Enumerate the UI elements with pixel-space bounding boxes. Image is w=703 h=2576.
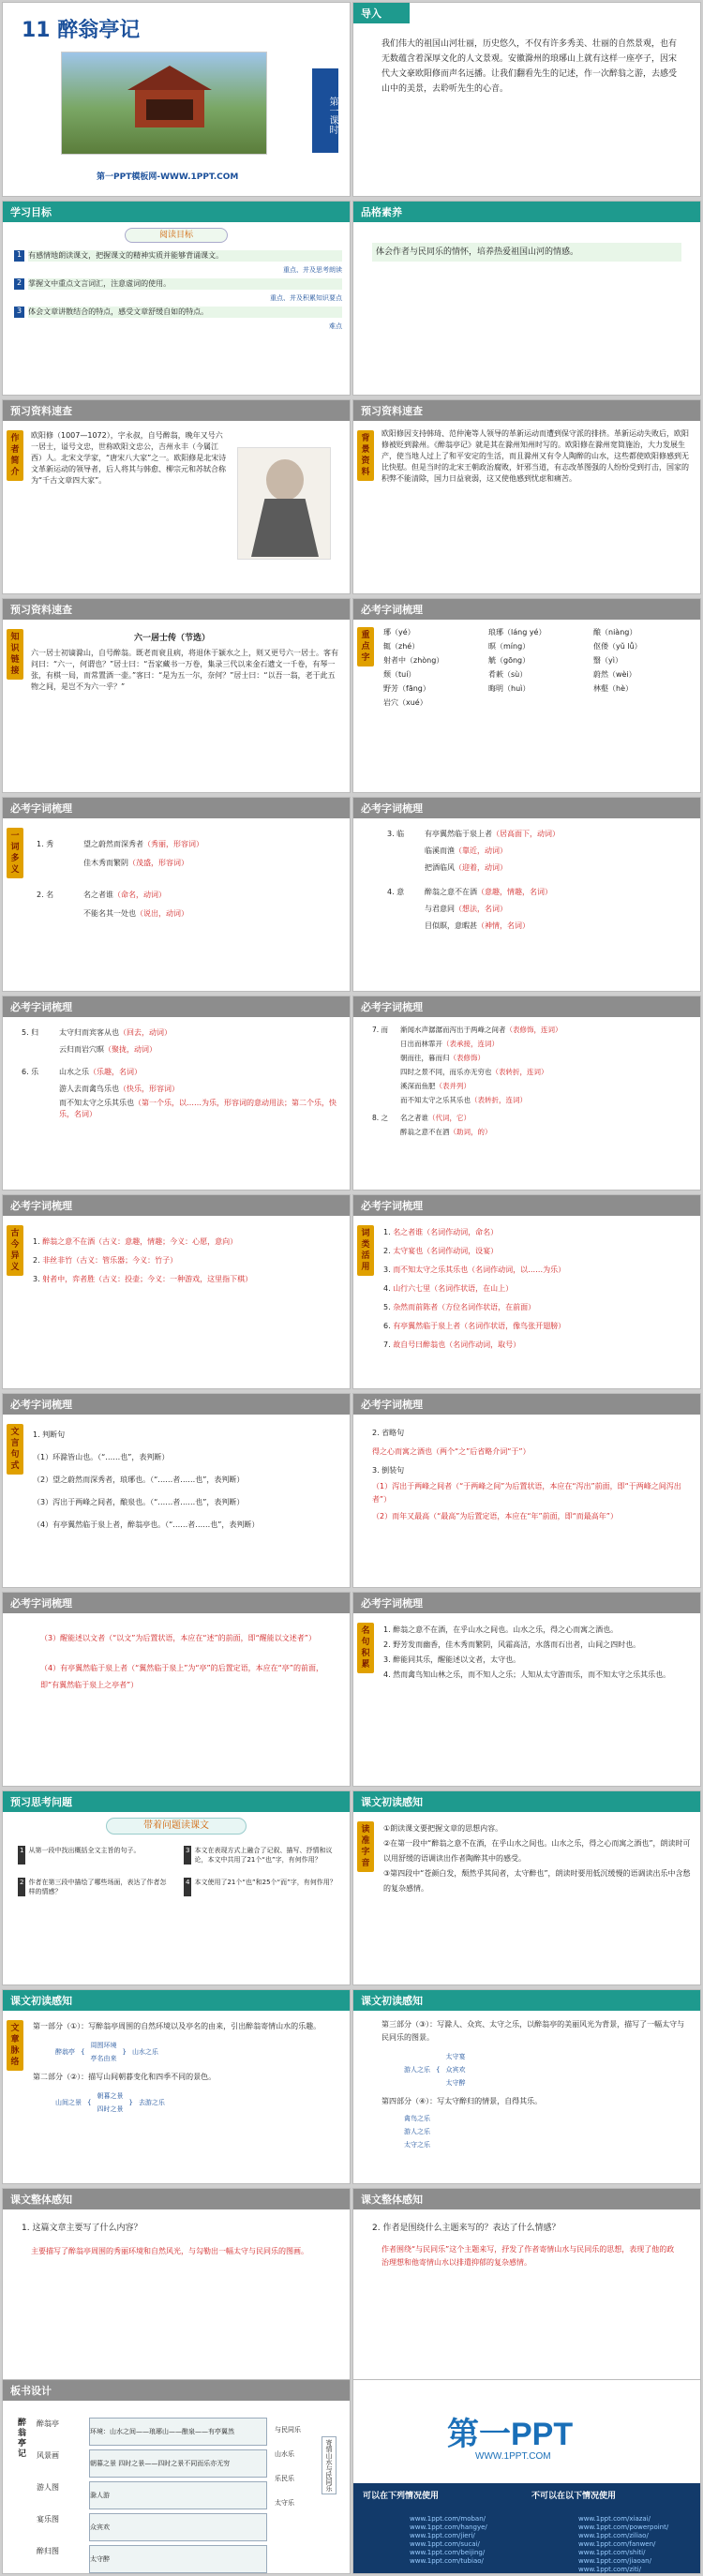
- tree-branch: 太守醉: [445, 2079, 466, 2087]
- slide-header: 预习资料速查: [3, 400, 350, 421]
- tree-branch: 太守之乐: [404, 2141, 430, 2149]
- link-text: 六一居士初谪滁山，自号醉翁。既老而衰且病，将退休于颍水之上，则又更号六一居士。客有问曰：“六一，何谓也？”居士曰：“吾家藏书一万卷，集录三代以来金石遗文一千卷，有琴一张，有棋一局，而常置酒一壶。”客曰：“是为五一尔，奈何？”居士曰：“以吾一翁，老于此五物之间，是岂不为六一乎？”: [31, 649, 338, 691]
- slide-header: 板书设计: [3, 2380, 350, 2401]
- list-item: （3）泻出于两峰之间者，酿泉也。（“……者……也”，表判断）: [33, 1498, 245, 1506]
- question-card: 1 从第一段中找出概括全文主旨的句子。: [18, 1846, 171, 1865]
- pron-item: 伛偻（yǔ lǚ）: [593, 642, 642, 651]
- link[interactable]: www.1ppt.com/xiazai/: [578, 2515, 651, 2523]
- pron-item: 琊（yé）: [383, 628, 415, 637]
- pron-item: 肴蔌（sù）: [488, 670, 528, 679]
- list-item: （2）望之蔚然而深秀者，琅琊也。（“……者……也”，表判断）: [33, 1475, 245, 1484]
- meaning: （神情，名词）: [477, 921, 530, 930]
- meaning: （迎着，动词）: [455, 863, 507, 872]
- list-item: ①朗读课文要把握文章的思想内容。: [383, 1824, 503, 1833]
- meaning: （靠近，动词）: [455, 846, 507, 855]
- list-item: 2. 省略句: [372, 1429, 405, 1437]
- slide-header: 预习资料速查: [3, 599, 350, 620]
- slide-values[interactable]: [352, 201, 701, 396]
- list-item: 2. 野芳发而幽香，佳木秀而繁阴，风霜高洁，水落而石出者，山间之四时也。: [383, 1640, 641, 1649]
- goal-item: 有感情地朗读课文，把握课文的精神实质并能够背诵课文。: [28, 250, 342, 262]
- meaning: （表承接，连词）: [442, 1040, 499, 1048]
- pron-item: 酿（niàng）: [593, 628, 637, 637]
- slide-header: 课文初读感知: [353, 1990, 700, 2011]
- tree-root: 游人之乐: [404, 2066, 430, 2074]
- slide-title[interactable]: [2, 2, 351, 197]
- pron-item: 野芳（fāng）: [383, 684, 430, 693]
- tree-branch: 朝暮之景: [97, 2092, 124, 2100]
- example: 不能名其一处也: [83, 909, 136, 918]
- pron-item: 颓（tuí）: [383, 670, 416, 679]
- section-tag: 文言句式: [7, 1424, 23, 1475]
- lesson-banner: 第一课时: [312, 68, 338, 153]
- meaning: （表转折，连词）: [491, 1068, 548, 1076]
- link[interactable]: www.1ppt.com/ziti/: [578, 2566, 642, 2573]
- slide-header: 预习资料速查: [353, 400, 700, 421]
- example: 有亭翼然临于泉上者: [425, 830, 492, 838]
- col1-title: 可以在下列情况使用: [363, 2492, 440, 2501]
- meaning: （代词，它）: [428, 1114, 471, 1122]
- link[interactable]: www.1ppt.com/ziliao/: [578, 2532, 649, 2539]
- meaning: （命名，动词）: [113, 891, 166, 899]
- slide-header: 课文初读感知: [353, 1791, 700, 1812]
- slide-header: 预习思考问题: [3, 1791, 350, 1812]
- list-item: 3. 醉能同其乐，醒能述以文者，太守也。: [383, 1655, 521, 1664]
- goal-number: 3: [14, 307, 24, 318]
- pron-item: 射者中（zhòng）: [383, 656, 444, 665]
- section-tag: 名句积累: [357, 1623, 374, 1673]
- list-item: （2）而年又最高（“最高”为后置定语，本应在“年”前面，即“而最高年”）: [372, 1512, 618, 1520]
- answer: 作者围绕“与民同乐”这个主题来写，抒发了作者寄情山水与民同乐的思想，表现了他的政治理想和他寄情山水以排遣抑郁的复杂感情。: [381, 2245, 675, 2267]
- slide-sentence-2[interactable]: [352, 1393, 701, 1588]
- meaning: （乐趣，名词）: [89, 1068, 142, 1076]
- meaning: （助词，的）: [449, 1128, 492, 1136]
- board-mid: 众宾欢: [89, 2513, 267, 2541]
- list-item: 7. 故自号曰醉翁也（名词作动词，取号）: [383, 1340, 521, 1349]
- example: 山水之乐: [59, 1068, 89, 1076]
- section-tag: 读准字音: [357, 1821, 374, 1872]
- list-item: ③第四段中“苍颜白发，颓然乎其间者，太守醉也”，朗读时要用低沉缓慢的语调读出乐中含愁的复杂感情。: [383, 1869, 691, 1893]
- goal-note: 重点、并及积累知识要点: [270, 294, 342, 302]
- example: 云归而岩穴暝: [59, 1045, 104, 1054]
- meaning: （表修饰，连词）: [505, 1026, 562, 1034]
- meaning: （表并列）: [435, 1082, 471, 1090]
- pron-item: 岩穴（xué）: [383, 698, 427, 707]
- brand-logo: 第一PPT: [447, 2417, 574, 2452]
- slide-polysemy-1[interactable]: [2, 797, 351, 992]
- slide-board[interactable]: [2, 2379, 351, 2574]
- example: 渐闻水声潺潺而泻出于两峰之间者: [400, 1026, 506, 1034]
- word: 1. 秀: [37, 840, 54, 848]
- tree-root: 山间之景: [55, 2099, 82, 2106]
- example: 望之蔚然而深秀者: [83, 840, 143, 848]
- word: 6. 乐: [22, 1068, 39, 1076]
- slide-header: 必考字词梳理: [353, 599, 700, 620]
- list-item: 2. 非丝非竹（古义：管乐器；今义：竹子）: [33, 1256, 178, 1265]
- list-item: （4）有亭翼然临于泉上者（“翼然临于泉上”为“亭”的后置定语，本应在“亭”的前面，即“有翼然临于泉上之亭者”）: [40, 1664, 323, 1689]
- slide-structure-2[interactable]: 课文初读感知 第三部分（③）：写滁人、众宾、太守之乐，以醉翁亭的美丽风光为背景，描写了一幅太守与民同乐的图景。 游人之乐 { 太守宴 众宾欢 太守醉 第四部分（④）：写太守醉归的情景，自得其乐。 禽鸟之乐 游人之乐 太守之乐: [352, 1989, 701, 2184]
- col2-title: 不可以在以下情况使用: [531, 2492, 617, 2501]
- slide-polysemy-3[interactable]: [2, 996, 351, 1191]
- slide-header: 必考字词梳理: [3, 798, 350, 818]
- brand-url: WWW.1PPT.COM: [475, 2451, 551, 2462]
- slide-goals[interactable]: [2, 201, 351, 396]
- slide-pronunciation[interactable]: [352, 598, 701, 793]
- meaning: （回去，动词）: [119, 1028, 172, 1037]
- word: 8. 之: [372, 1114, 389, 1122]
- board-left: 风景画: [37, 2451, 59, 2460]
- slide-overall-2[interactable]: [352, 2188, 701, 2383]
- goal-number: 1: [14, 250, 24, 262]
- example: 把酒临风: [425, 863, 455, 872]
- background-text: 欧阳修因支持韩琦、范仲淹等人领导的革新运动而遭到保守派的排挤。革新运动失败后，欧阳修被贬到滁州。《醉翁亭记》就是其在滁州知州时写的。欧阳修在滁州宽简施治，大力发展生产，使当地人过上了和平安定的生活，而且滁州又有令人陶醉的山水，这些都使欧阳修感到无比快慰。但是当时的北宋王朝政治腐败，奸邪当道，有志改革图强的人纷纷受到打击，国家的积弊不能清除，国力日益衰弱，这又使他感到忧虑和痛苦。: [381, 429, 689, 483]
- meaning: （表修饰）: [449, 1054, 485, 1062]
- slide-link[interactable]: [2, 598, 351, 793]
- goals-pill: 阅读目标: [125, 228, 228, 243]
- list-item: 2. 太守宴也（名词作动词，设宴）: [383, 1247, 499, 1255]
- section-tag: 文章脉络: [7, 2020, 23, 2071]
- list-item: （1）环滁皆山也。（“……也”，表判断）: [33, 1453, 170, 1461]
- link[interactable]: www.1ppt.com/powerpoint/: [578, 2524, 669, 2531]
- questions-title: 带着问题读课文: [106, 1818, 247, 1835]
- slide-overall-1[interactable]: [2, 2188, 351, 2383]
- tree-branch: 亭名由来: [90, 2055, 117, 2062]
- tree-branch: 游人之乐: [404, 2128, 430, 2135]
- slide-sentence-1[interactable]: [2, 1393, 351, 1588]
- meaning: （意趣，情趣，名词）: [477, 888, 552, 896]
- pron-item: 琅琊（láng yé）: [488, 628, 546, 637]
- section-tag: 一词多义: [7, 828, 23, 878]
- example: 与君意同: [425, 905, 455, 913]
- section-tag: 词类活用: [357, 1225, 374, 1276]
- link-title: 六一居士传（节选）: [134, 634, 211, 643]
- link[interactable]: www.1ppt.com/sucai/: [410, 2540, 480, 2548]
- list-item: 3. 射者中，弈者胜（古义：投壶；今义：一种游戏，这里指下棋）: [33, 1275, 253, 1283]
- slide-header: 必考字词梳理: [353, 1593, 700, 1613]
- pavilion-photo: [61, 52, 267, 155]
- section-tag: 知识链接: [7, 629, 23, 680]
- question-card: 4 本文使用了21个“也”和25个“而”字，有何作用？: [184, 1878, 337, 1896]
- tree-branch: 禽鸟之乐: [404, 2115, 430, 2122]
- board-right: 乐民乐: [275, 2475, 294, 2482]
- board-left: 醉翁亭: [37, 2419, 59, 2428]
- list-item: （4）有亭翼然临于泉上者，醉翁亭也。（“……者……也”，表判断）: [33, 1520, 260, 1529]
- link[interactable]: www.1ppt.com/jieri/: [410, 2532, 475, 2539]
- board-root: 醉翁亭记: [16, 2418, 25, 2459]
- meaning: （秀丽，形容词）: [143, 840, 203, 848]
- goal-note: 重点、并及思考朗读: [283, 266, 342, 274]
- question: 2. 作者是围绕什么主题来写的？表达了什么情感？: [372, 2224, 561, 2233]
- example: 佳木秀而繁阴: [83, 859, 128, 867]
- slide-header: 必考字词梳理: [3, 1195, 350, 1216]
- link[interactable]: www.1ppt.com/tubiao/: [410, 2557, 484, 2565]
- part-3: 第三部分（③）：写滁人、众宾、太守之乐，以醉翁亭的美丽风光为背景，描写了一幅太守与民同乐的图景。: [381, 2020, 685, 2042]
- goal-item: 体会文章讲散结合的特点，感受文章舒缓自如的特点。: [28, 307, 342, 318]
- slide-header: 品格素养: [353, 202, 700, 222]
- slide-header: 必考字词梳理: [353, 1195, 700, 1216]
- meaning: （想法，名词）: [455, 905, 507, 913]
- question-card: 3 本文在表现方式上融合了记叙、描写、抒情和议论，本文中共用了21个“也”字，有何作用？: [186, 1847, 333, 1864]
- meaning: （居高面下，动词）: [492, 830, 560, 838]
- slide-header: 必考字词梳理: [3, 996, 350, 1017]
- example: 名之者谁: [83, 891, 113, 899]
- list-item: 得之心而寓之酒也（两个“之”后省略介词“于”）: [372, 1447, 531, 1456]
- example: 临溪而渔: [425, 846, 455, 855]
- list-item: ②在第一段中“醉翁之意不在酒，在乎山水之间也。山水之乐，得之心而寓之酒也”，朗读时可以用舒缓的语调读出作者陶醉其中的感受。: [383, 1839, 691, 1863]
- slide-header: 学习目标: [3, 202, 350, 222]
- pron-grid: [383, 627, 693, 708]
- slide-header: 课文整体感知: [3, 2189, 350, 2209]
- slide-header: 课文初读感知: [3, 1990, 350, 2011]
- template-footer: 第一PPT模板网-WWW.1PPT.COM: [97, 172, 239, 182]
- list-item: 4. 山行六七里（名词作状语，在山上）: [383, 1284, 514, 1293]
- part-4: 第四部分（④）：写太守醉归的情景，自得其乐。: [381, 2097, 543, 2105]
- tree-result: 山水之乐: [131, 2048, 158, 2056]
- tree-branch: 四时之景: [97, 2105, 124, 2113]
- list-item: 6. 有亭翼然临于泉上者（名词作状语，像鸟张开翅膀）: [383, 1322, 566, 1330]
- board-mid: 滁人游: [89, 2481, 267, 2509]
- pron-item: 晦明（huì）: [488, 684, 531, 693]
- example: 目似瞑，意暇甚: [425, 921, 477, 930]
- example: 游人去而禽鸟乐也: [59, 1085, 119, 1093]
- board-left: 宴乐图: [37, 2515, 59, 2524]
- question: 1. 这篇文章主要写了什么内容？: [22, 2224, 142, 2233]
- example: 而不知太守之乐其乐也: [400, 1096, 471, 1104]
- link[interactable]: www.1ppt.com/jiaoan/: [578, 2557, 651, 2565]
- slide-header: 导入: [353, 3, 410, 23]
- tree-branch: 众宾欢: [445, 2066, 466, 2074]
- word: 3. 临: [387, 830, 405, 838]
- example: 而不知太守之乐其乐也: [59, 1099, 134, 1107]
- pron-item: 辄（zhé）: [383, 642, 420, 651]
- list-item: 3. 而不知太守之乐其乐也（名词作动词，以……为乐）: [383, 1266, 566, 1274]
- intro-text: 我们伟大的祖国山河壮丽，历史悠久，不仅有许多秀美、壮丽的自然景观，也有无数蕴含着深厚文化的人文景观。安徽滁州的琅琊山上就有这样一座亭子，因宋代大文豪欧阳修而声名远播。让我们翻看先生的记述，作一次醉翁之游，去感受山中的美景，去聆听先生的心音。: [381, 39, 678, 94]
- slide-background[interactable]: [352, 399, 701, 594]
- goal-item: 掌握文中重点文言词汇，注意虚词的使用。: [28, 278, 342, 290]
- example: 四时之景不同，而乐亦无穷也: [400, 1068, 492, 1076]
- word: 5. 归: [22, 1028, 39, 1037]
- meaning: （第一个乐，以……为乐，形容词的意动用法；第二个乐，快乐，名词）: [59, 1099, 337, 1118]
- meaning: （聚拢，动词）: [104, 1045, 157, 1054]
- slide-header: 必考字词梳理: [3, 1394, 350, 1415]
- slide-structure-1[interactable]: 课文初读感知 文章脉络 第一部分（①）：写醉翁亭周围的自然环境以及亭名的由来，引出醉翁寄情山水的乐趣。 醉翁亭 { 周围环境 亭名由来 } 山水之乐 第二部分（②）：描写山间朝暮变化和四季不同的景色。 山间之景 { 朝暮之景 四时之景 } 去游之乐: [2, 1989, 351, 2184]
- pron-item: 林壑（hè）: [593, 684, 633, 693]
- slide-header: 必考字词梳理: [353, 1394, 700, 1415]
- question-card: 2 作者在第三段中描绘了哪些场面，表达了作者怎样的情感？: [20, 1879, 167, 1895]
- list-item: 1. 名之者谁（名词作动词，命名）: [383, 1228, 499, 1236]
- pron-item: 翳（yì）: [593, 656, 622, 665]
- tree-root: 醉翁亭: [55, 2048, 75, 2056]
- part-2: 第二部分（②）：描写山间朝暮变化和四季不同的景色。: [33, 2073, 217, 2081]
- example: 朝而往，暮而归: [400, 1054, 450, 1062]
- tree-branch: 周围环境: [90, 2042, 117, 2049]
- board-right: 与民同乐: [275, 2426, 301, 2434]
- link[interactable]: www.1ppt.com/beijing/: [410, 2549, 486, 2556]
- list-item: （3）醒能述以文者（“以文”为后置状语，本应在“述”的前面，即“醒能以文述者”）: [40, 1634, 316, 1642]
- board-mid: 太守醉: [89, 2545, 267, 2573]
- slide-sentence-3[interactable]: [2, 1592, 351, 1787]
- slide-polysemy-4[interactable]: [352, 996, 701, 1191]
- word: 7. 而: [372, 1026, 389, 1034]
- board-r2: 寄情山水与民同乐: [322, 2436, 337, 2494]
- goal-number: 2: [14, 278, 24, 290]
- author-text: 欧阳修（1007—1072），字永叔，自号醉翁，晚年又号六一居士，谥号文忠，世称欧阳文忠公，吉州永丰（今属江西）人。北宋文学家，“唐宋八大家”之一。欧阳修是北宋诗文革新运动的领导者，后人将其与韩愈、柳宗元和苏轼合称为“千古文章四大家”。: [31, 431, 227, 485]
- slide-reading[interactable]: [352, 1790, 701, 1985]
- slide-word-usage[interactable]: [352, 1194, 701, 1389]
- list-item: 1. 醉翁之意不在酒，在乎山水之间也。山水之乐，得之心而寓之酒也。: [383, 1625, 619, 1634]
- answer: 主要描写了醉翁亭周围的秀丽环境和自然风光，与勾勒出一幅太守与民同乐的图画。: [31, 2247, 308, 2255]
- link[interactable]: www.1ppt.com/shiti/: [578, 2549, 646, 2556]
- list-item: 1. 醉翁之意不在酒（古义：意趣，情趣；今义：心愿，意向）: [33, 1237, 238, 1246]
- goal-note: 难点: [329, 322, 342, 330]
- tree-branch: 太守宴: [445, 2053, 466, 2060]
- lesson-title: 11 醉翁亭记: [22, 19, 141, 42]
- list-item: 5. 杂然而前陈者（方位名词作状语，在前面）: [383, 1303, 536, 1311]
- board-mid: 朝暮之景 四时之景——四时之景不同而乐亦无穷: [89, 2449, 267, 2478]
- example: 醉翁之意不在酒: [400, 1128, 450, 1136]
- example: 醉翁之意不在酒: [425, 888, 477, 896]
- meaning: （快乐，形容词）: [119, 1085, 179, 1093]
- slide-ancient-modern[interactable]: [2, 1194, 351, 1389]
- slide-header: 课文整体感知: [353, 2189, 700, 2209]
- author-portrait: [237, 447, 331, 560]
- slide-polysemy-2[interactable]: [352, 797, 701, 992]
- list-item: 3. 倒装句: [372, 1466, 405, 1475]
- slide-header: 必考字词梳理: [353, 996, 700, 1017]
- board-right: 太守乐: [275, 2499, 294, 2507]
- slide-intro[interactable]: [352, 2, 701, 197]
- board-right: 山水乐: [275, 2450, 294, 2458]
- slide-promo[interactable]: [352, 2379, 701, 2574]
- pron-item: 暝（míng）: [488, 642, 531, 651]
- example: 日出而林霏开: [400, 1040, 442, 1048]
- section-tag: 古今异义: [7, 1225, 23, 1276]
- slide-quotes[interactable]: [352, 1592, 701, 1787]
- slide-preview-questions[interactable]: [2, 1790, 351, 1985]
- example: 名之者谁: [400, 1114, 428, 1122]
- section-tag: 重点字: [357, 627, 374, 666]
- word: 4. 意: [387, 888, 405, 896]
- example: 溪深而鱼肥: [400, 1082, 436, 1090]
- link[interactable]: www.1ppt.com/moban/: [410, 2515, 486, 2523]
- pron-item: 觥（gōng）: [488, 656, 531, 665]
- board-mid: 环境：山水之间——琅琊山——酿泉——有亭翼然: [89, 2418, 267, 2446]
- section-tag: 作者简介: [7, 430, 23, 481]
- meaning: （表转折，连词）: [471, 1096, 527, 1104]
- word: 2. 名: [37, 891, 54, 899]
- meaning: （茂盛，形容词）: [128, 859, 188, 867]
- example: 太守归而宾客从也: [59, 1028, 119, 1037]
- values-text: 体会作者与民同乐的情怀，培养热爱祖国山河的情感。: [372, 243, 681, 262]
- tree-result: 去游之乐: [138, 2099, 165, 2106]
- list-item: 1. 判断句: [33, 1430, 66, 1439]
- slide-author[interactable]: [2, 399, 351, 594]
- meaning: （说出，动词）: [136, 909, 188, 918]
- pron-item: 蔚然（wèi）: [593, 670, 636, 679]
- part-1: 第一部分（①）：写醉翁亭周围的自然环境以及亭名的由来，引出醉翁寄情山水的乐趣。: [33, 2022, 322, 2030]
- list-item: （1）泻出于两峰之间者（“于两峰之间”为后置状语，本应在“泻出”前面，即“于两峰之间泻出者”）: [372, 1482, 681, 1504]
- link[interactable]: www.1ppt.com/fanwen/: [578, 2540, 656, 2548]
- link[interactable]: www.1ppt.com/hangye/: [410, 2524, 487, 2531]
- section-tag: 背景资料: [357, 430, 374, 481]
- board-left: 醉归图: [37, 2547, 59, 2555]
- slide-header: 必考字词梳理: [353, 798, 700, 818]
- board-left: 游人图: [37, 2483, 59, 2492]
- slide-header: 必考字词梳理: [3, 1593, 350, 1613]
- list-item: 4. 然而禽鸟知山林之乐，而不知人之乐；人知从太守游而乐，而不知太守之乐其乐也。: [383, 1670, 671, 1679]
